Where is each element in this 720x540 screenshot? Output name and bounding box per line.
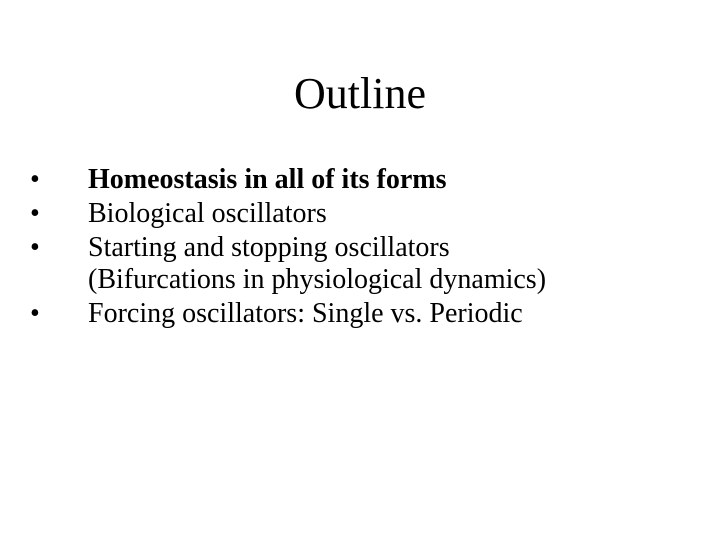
bullet-list — [30, 164, 700, 332]
bullet-dot-icon: • — [30, 232, 40, 263]
bullet-item — [30, 198, 700, 230]
slide-title: Outline — [294, 69, 426, 118]
bullet-dot-icon: • — [30, 164, 40, 195]
bullet-dot-icon: • — [30, 198, 40, 229]
bullet-item — [30, 164, 700, 196]
bullet-text: Homeostasis in all of its forms — [88, 164, 447, 195]
bullet-dot-icon: • — [30, 298, 40, 329]
bullet-item — [30, 298, 700, 330]
bullet-text: Forcing oscillators: Single vs. Periodic — [88, 298, 523, 329]
bullet-text: Biological oscillators — [88, 198, 327, 229]
bullet-text: Starting and stopping oscillators — [88, 232, 450, 263]
bullet-item — [30, 232, 700, 296]
bullet-text-continuation: (Bifurcations in physiological dynamics) — [88, 264, 547, 295]
